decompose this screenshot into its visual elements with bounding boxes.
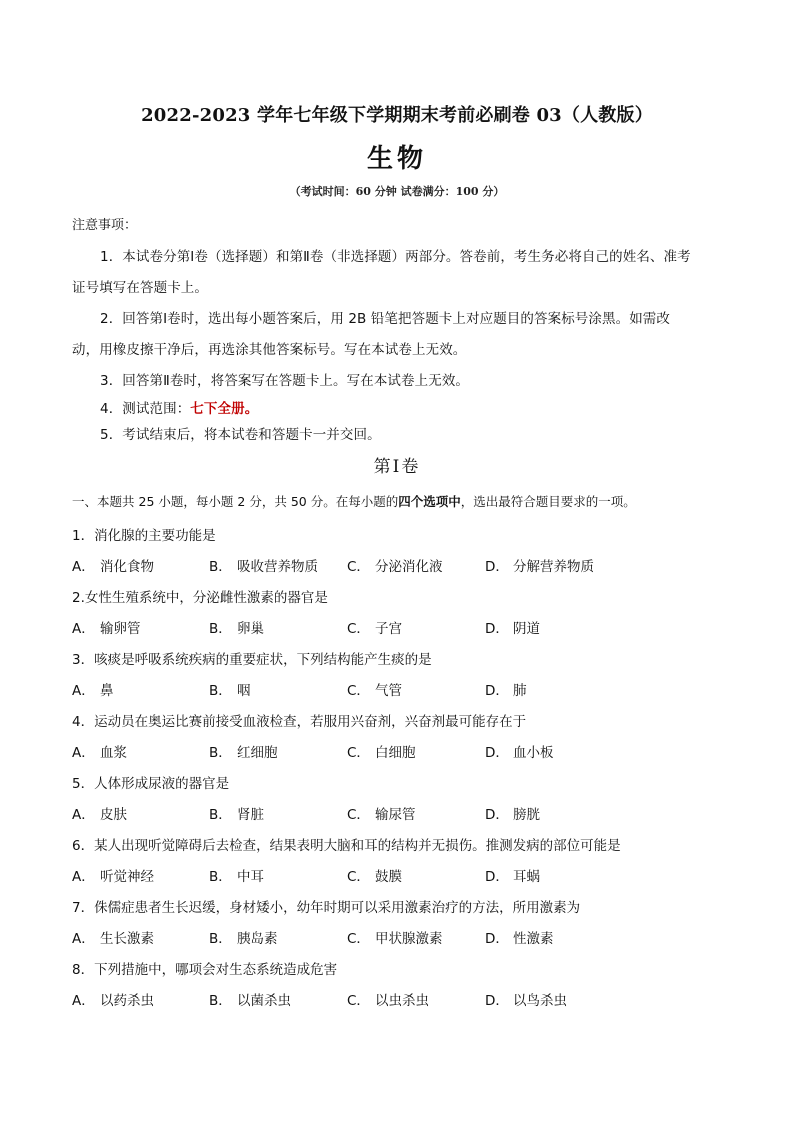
notes-heading: 注意事项： [72, 218, 138, 233]
option-a: A． 生长激素 [72, 931, 154, 947]
note-item-3: 3．回答第Ⅱ卷时，将答案写在答题卡上。写在本试卷上无效。 [100, 373, 470, 389]
option-a: A． 以药杀虫 [72, 993, 154, 1009]
option-a: A． 听觉神经 [72, 869, 154, 885]
section-mid2: 分，共 [249, 494, 287, 509]
section-tail: ，选出最符合题目要求的一项。 [460, 494, 636, 509]
option-d: D． 耳蜗 [485, 869, 540, 885]
section-total: 50 [290, 494, 307, 509]
option-c: C． 气管 [347, 683, 402, 699]
option-d: D． 分解营养物质 [485, 559, 594, 575]
option-c: C． 以虫杀虫 [347, 993, 429, 1009]
option-d: D． 血小板 [485, 745, 554, 761]
option-c: C． 白细胞 [347, 745, 416, 761]
note-item-4-label: 4．测试范围： [100, 401, 191, 417]
question-3-options [72, 680, 712, 702]
section-points: 2 [237, 494, 246, 509]
option-a: A． 输卵管 [72, 621, 141, 637]
option-a: A． 鼻 [72, 683, 114, 699]
option-b: B． 肾脏 [209, 807, 264, 823]
part-title: 第Ⅰ卷 [373, 457, 421, 477]
option-a: A． 血浆 [72, 745, 127, 761]
section-bold: 四个选项中 [398, 494, 461, 509]
question-6-stem: 6．某人出现听觉障碍后去检查，结果表明大脑和耳的结构并无损伤。推测发病的部位可能是 [72, 838, 621, 854]
option-b: B． 卵巢 [209, 621, 264, 637]
subject-title: 生物 [366, 144, 427, 174]
section-mid1: 小题，每小题 [158, 494, 234, 509]
question-4-options [72, 742, 712, 764]
option-d: D． 以鸟杀虫 [485, 993, 567, 1009]
question-5-options [72, 804, 712, 826]
option-b: B． 以菌杀虫 [209, 993, 291, 1009]
note-item-2: 2．回答第Ⅰ卷时，选出每小题答案后，用 2B 铅笔把答题卡上对应题目的答案标号涂黑。如需改动，用橡皮擦干净后，再选涂其他答案标号。写在本试卷上无效。 [72, 311, 671, 358]
option-b: B． 咽 [209, 683, 251, 699]
exam-info: （考试时间：60 分钟 试卷满分：100 分） [289, 185, 505, 198]
option-d: D． 肺 [485, 683, 527, 699]
question-1-stem: 1．消化腺的主要功能是 [72, 528, 216, 544]
question-3-stem: 3．咳痰是呼吸系统疾病的重要症状，下列结构能产生痰的是 [72, 652, 432, 668]
option-a: A． 皮肤 [72, 807, 127, 823]
section-instructions [72, 491, 712, 513]
question-7-stem: 7．侏儒症患者生长迟缓，身材矮小，幼年时期可以采用激素治疗的方法，所用激素为 [72, 900, 581, 916]
option-c: C． 子宫 [347, 621, 402, 637]
option-d: D． 阴道 [485, 621, 540, 637]
option-d: D． 膀胱 [485, 807, 540, 823]
option-b: B． 吸收营养物质 [209, 559, 318, 575]
test-scope-value: 七下全册。 [190, 401, 259, 417]
question-4-stem: 4．运动员在奥运比赛前接受血液检查，若服用兴奋剂，兴奋剂最可能存在于 [72, 714, 527, 730]
option-a: A． 消化食物 [72, 559, 154, 575]
question-1-options [72, 556, 712, 578]
note-item-5: 5．考试结束后，将本试卷和答题卡一并交回。 [100, 427, 381, 443]
note-item-1: 1．本试卷分第Ⅰ卷（选择题）和第Ⅱ卷（非选择题）两部分。答卷前，考生务必将自己的姓名、准考证号填写在答题卡上。 [72, 249, 691, 296]
option-c: C． 鼓膜 [347, 869, 402, 885]
option-b: B． 红细胞 [209, 745, 278, 761]
question-2-stem: 2.女性生殖系统中，分泌雌性激素的器官是 [72, 590, 328, 606]
option-c: C． 分泌消化液 [347, 559, 443, 575]
option-d: D． 性激素 [485, 931, 554, 947]
question-2-options [72, 618, 712, 640]
section-lead: 一、本题共 [72, 494, 135, 509]
question-5-stem: 5．人体形成尿液的器官是 [72, 776, 230, 792]
question-8-stem: 8．下列措施中，哪项会对生态系统造成危害 [72, 962, 338, 978]
exam-title: 2022-2023 学年七年级下学期期末考前必刷卷 03（人教版） [141, 105, 653, 126]
section-count: 25 [138, 494, 155, 509]
question-7-options [72, 928, 712, 950]
option-c: C． 输尿管 [347, 807, 416, 823]
question-6-options [72, 866, 712, 888]
option-c: C． 甲状腺激素 [347, 931, 443, 947]
question-8-options [72, 990, 712, 1012]
option-b: B． 胰岛素 [209, 931, 278, 947]
option-b: B． 中耳 [209, 869, 264, 885]
section-mid3: 分。在每小题的 [310, 494, 399, 509]
